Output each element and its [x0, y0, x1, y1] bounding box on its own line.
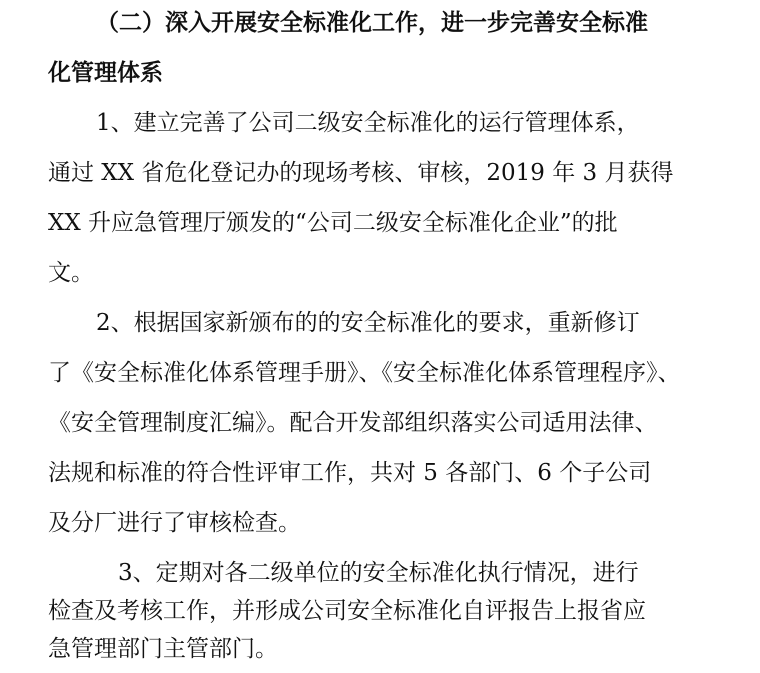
paragraph-1-line-4: 文。	[48, 260, 94, 286]
paragraph-1-line-3: XX 升应急管理厅颁发的“公司二级安全标准化企业”的批	[48, 210, 618, 236]
paragraph-1-line-2: 通过 XX 省危化登记办的现场考核、审核，2019 年 3 月获得	[48, 160, 674, 186]
paragraph-2-line-5: 及分厂进行了审核检查。	[48, 510, 301, 536]
paragraph-2-line-3: 《安全管理制度汇编》。配合开发部组织落实公司适用法律、	[48, 410, 658, 436]
paragraph-2-line-2: 了《安全标准化体系管理手册》、《安全标准化体系管理程序》、	[48, 360, 681, 386]
paragraph-3-line-2: 检查及考核工作，并形成公司安全标准化自评报告上报省应	[48, 598, 646, 624]
heading-line-1: （二）深入开展安全标准化工作，进一步完善安全标准	[96, 10, 648, 36]
paragraph-2-line-1: 2、根据国家新颁布的的安全标准化的要求，重新修订	[96, 310, 640, 336]
paragraph-3-line-3: 急管理部门主管部门。	[48, 636, 278, 662]
heading-line-2: 化管理体系	[48, 60, 163, 86]
paragraph-3-line-1: 3、定期对各二级单位的安全标准化执行情况，进行	[118, 560, 639, 586]
paragraph-2-line-4: 法规和标准的符合性评审工作，共对 5 各部门、6 个子公司	[48, 460, 652, 486]
paragraph-1-line-1: 1、建立完善了公司二级安全标准化的运行管理体系，	[96, 110, 640, 136]
